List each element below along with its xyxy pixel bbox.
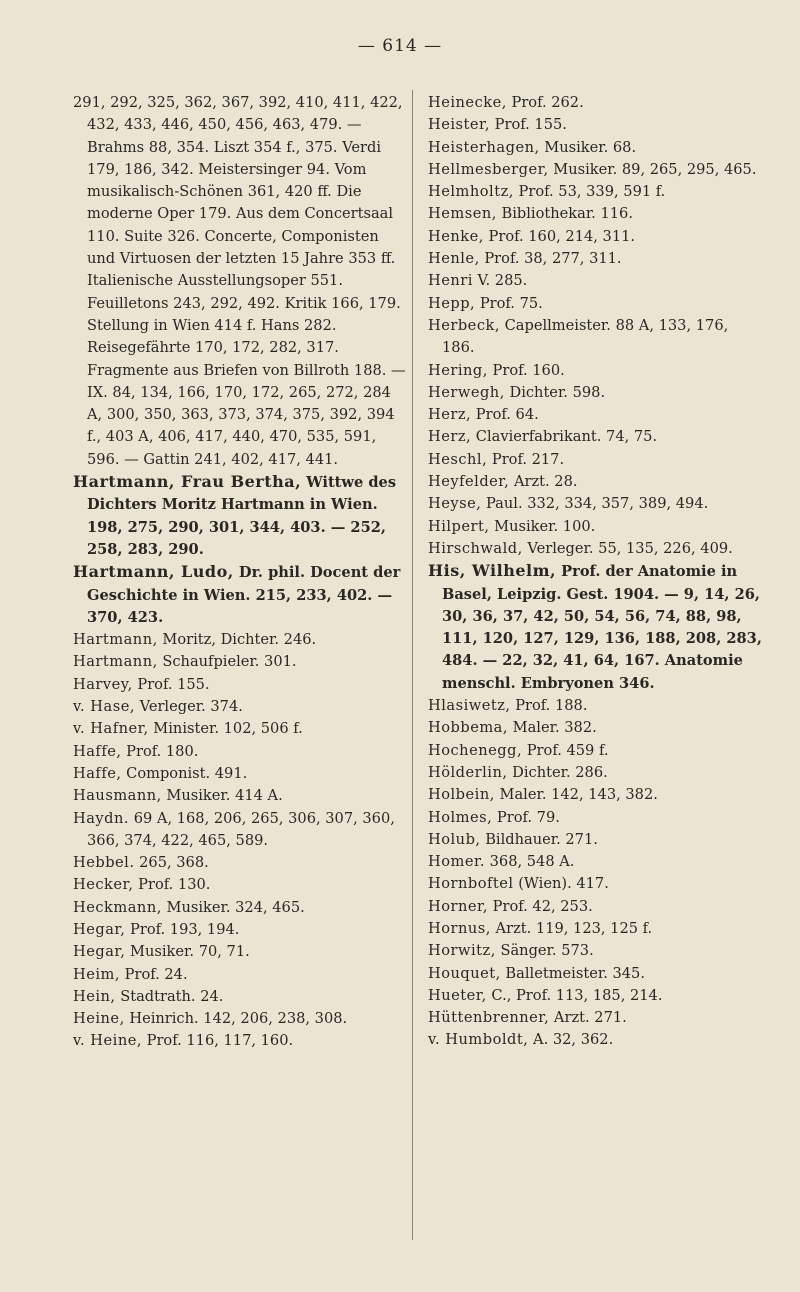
index-entry [73, 964, 408, 986]
index-entry [428, 560, 763, 695]
index-headword: v. Hase, [73, 698, 135, 716]
index-headword: Haffe, [73, 764, 122, 782]
index-headword: Heckmann, [73, 898, 162, 916]
index-entry [428, 293, 763, 315]
index-entry [428, 137, 763, 159]
index-entry [428, 159, 763, 181]
index-headword: Hartmann, Frau Bertha, [73, 472, 302, 492]
index-headword: Hebbel. [73, 854, 135, 872]
index-headword: Herbeck, [428, 316, 500, 334]
index-entry [73, 919, 408, 941]
index-references: (Wien). 417. [513, 875, 609, 893]
column-divider [412, 90, 413, 1240]
index-headword: Heisterhagen, [428, 138, 540, 156]
index-entry [428, 1029, 763, 1051]
index-entry [428, 873, 763, 895]
index-entry [428, 426, 763, 448]
index-references: Prof. 217. [487, 450, 565, 468]
index-references: Dichter. 598. [504, 383, 606, 401]
index-headword: Hegar, [73, 920, 126, 938]
index-headword: Heschl, [428, 450, 488, 468]
index-references: Musiker. 70, 71. [125, 943, 250, 961]
index-headword: Hausmann, [73, 787, 162, 805]
index-references: Prof. 160. [487, 361, 565, 379]
index-references: Verleger. 374. [134, 698, 243, 716]
index-entry [428, 784, 763, 806]
index-headword: Hornboftel [428, 875, 514, 893]
index-entry [73, 785, 408, 807]
index-headword: Horner, [428, 897, 489, 915]
index-headword: Hering, [428, 361, 488, 379]
index-references: Bildhauer. 271. [480, 830, 598, 848]
index-entry [73, 986, 408, 1008]
index-headword: Hartmann, [73, 653, 158, 671]
index-headword: Henle, [428, 250, 480, 268]
index-references: 69 A, 168, 206, 265, 306, 307, 360, 366, 374, 422, 465, 589. [87, 809, 395, 849]
index-headword: Herz, [428, 406, 472, 424]
index-headword: Hueter, [428, 986, 487, 1004]
index-references: Musiker. 89, 265, 295, 465. [548, 160, 757, 178]
index-entry [428, 471, 763, 493]
index-entry [73, 651, 408, 673]
index-headword: Hepp, [428, 294, 476, 312]
index-headword: Hecker, [73, 876, 134, 894]
index-headword: Hellmesberger, [428, 160, 549, 178]
index-headword: Hirschwald, [428, 539, 523, 557]
index-references: Paul. 332, 334, 357, 389, 494. [481, 495, 709, 513]
index-entry [428, 985, 763, 1007]
index-headword: His, Wilhelm, [428, 561, 557, 581]
index-entry [428, 92, 763, 114]
index-references: Prof. 24. [120, 965, 188, 983]
index-entry [428, 360, 763, 382]
index-references: Arzt. 28. [509, 473, 578, 491]
index-entry [73, 852, 408, 874]
index-entry [428, 918, 763, 940]
index-entry [428, 270, 763, 292]
index-references: C., Prof. 113, 185, 214. [486, 986, 663, 1004]
index-entry [428, 940, 763, 962]
page-number: — 614 — [357, 36, 443, 56]
index-entry [428, 114, 763, 136]
index-references: Heinrich. 142, 206, 238, 308. [124, 1010, 348, 1028]
index-references: Musiker. 68. [539, 138, 637, 156]
index-references: Prof. 38, 277, 311. [479, 250, 622, 268]
index-entry [428, 896, 763, 918]
index-references: Prof. 155. [490, 116, 567, 134]
index-references: Musiker. 414 A. [161, 787, 283, 805]
index-references: Prof. 262. [506, 94, 584, 111]
index-headword: Heine, [73, 1010, 125, 1028]
index-references: Prof. 64. [471, 406, 539, 424]
index-references: Prof. 459 f. [522, 741, 609, 759]
index-entry [73, 696, 408, 718]
index-headword: Heister, [428, 116, 491, 134]
index-entry [428, 963, 763, 985]
index-entry [428, 315, 763, 360]
index-references: Verleger. 55, 135, 226, 409. [522, 539, 733, 557]
index-entry [428, 1007, 763, 1029]
index-entry [428, 807, 763, 829]
index-entry [428, 740, 763, 762]
index-entry [73, 1008, 408, 1030]
index-references: Moritz, Dichter. 246. [157, 631, 317, 649]
index-references: 291, 292, 325, 362, 367, 392, 410, 411, 422, 432, 433, 446, 450, 456, 463, 479. — Brahms 88, 354. Liszt 354 f., 375. Verdi 179, 186, 342. Meistersinger 94. Vom musikalisch-Schönen 361, 420 ff. Die moderne Oper 179. Aus dem Concertsaal 110. Suite 326. Concerte, Componisten und Virtuosen der letzten 15 Jahre 353 ff. Italienische Ausstellungsoper 551. Feuilletons 243, 292, 492. Kritik 166, 179. Stellung in Wien 414 f. Hans 282. Reisegefährte 170, 172, 282, 317. Fragmente aus Briefen von Billroth 188. — IX. 84, 134, 166, 170, 172, 265, 272, 284 A, 300, 350, 363, 373, 374, 375, 392, 394 f., 403 A, 406, 417, 440, 470, 535, 591, 596. — Gattin 241, 402, 417, 441. [73, 94, 406, 468]
index-headword: Heyse, [428, 495, 482, 513]
index-references: Maler. 382. [508, 719, 597, 737]
index-entry [428, 717, 763, 739]
index-headword: v. Hafner, [73, 720, 149, 738]
index-entry [428, 181, 763, 203]
index-entry [428, 516, 763, 538]
index-entry [428, 203, 763, 225]
index-headword: Hlasiwetz, [428, 697, 511, 715]
index-column-right [428, 92, 763, 1052]
index-references: Prof. 180. [121, 742, 199, 760]
index-headword: Hölderlin, [428, 763, 508, 781]
index-entry [73, 718, 408, 740]
index-headword: Hartmann, Ludo, [73, 562, 234, 582]
index-headword: Hartmann, [73, 631, 158, 649]
index-entry [428, 762, 763, 784]
index-headword: Hemsen, [428, 205, 497, 223]
index-references: Prof. 160, 214, 311. [483, 227, 636, 245]
index-entry [73, 471, 408, 561]
index-entry [428, 404, 763, 426]
index-entry [73, 674, 408, 696]
index-entry [73, 1030, 408, 1052]
index-references: Prof. 155. [132, 675, 210, 693]
index-headword: Homer. [428, 853, 485, 871]
index-references: Prof. 188. [510, 697, 588, 715]
index-entry [73, 941, 408, 963]
index-references: Balletmeister. 345. [500, 964, 645, 982]
index-entry [428, 226, 763, 248]
index-headword: Heim, [73, 965, 121, 983]
index-headword: Harvey, [73, 675, 133, 693]
index-entry [428, 829, 763, 851]
index-headword: Heinecke, [428, 94, 507, 111]
index-entry [428, 382, 763, 404]
index-references: Schaufpieler. 301. [157, 653, 297, 671]
index-headword: Hein, [73, 987, 116, 1005]
index-references: V. 285. [472, 272, 528, 290]
index-references: 265, 368. [134, 854, 209, 872]
index-headword: Hilpert, [428, 517, 490, 535]
index-references: Prof. 193, 194. [125, 920, 240, 938]
index-headword: Hobbema, [428, 719, 509, 737]
index-entry [73, 874, 408, 896]
index-headword: Herz, [428, 428, 472, 446]
index-headword: Henke, [428, 227, 484, 245]
index-references: Dr. phil. Docent der Geschichte in Wien. 215, 233, 402. — 370, 423. [87, 564, 401, 626]
index-references: Prof. 53, 339, 591 f. [513, 183, 666, 201]
index-headword: Hochenegg, [428, 741, 523, 759]
index-references: Sänger. 573. [495, 942, 594, 960]
index-entry [73, 741, 408, 763]
index-references: Musiker. 100. [489, 517, 596, 535]
index-headword: Houquet, [428, 964, 501, 982]
index-entry [428, 538, 763, 560]
index-references: Prof. 75. [475, 294, 543, 312]
index-column-left [73, 92, 408, 1053]
index-entry [428, 851, 763, 873]
index-references: Arzt. 271. [549, 1009, 627, 1027]
index-entry [73, 897, 408, 919]
index-headword: Herwegh, [428, 383, 505, 401]
index-headword: Henri [428, 272, 473, 290]
index-headword: Holbein, [428, 786, 495, 804]
index-entry [428, 493, 763, 515]
index-references: Maler. 142, 143, 382. [494, 786, 658, 804]
index-headword: v. Humboldt, [428, 1031, 529, 1049]
index-entry [428, 449, 763, 471]
index-references: Bibliothekar. 116. [496, 205, 633, 223]
index-references: Capellmeister. 88 A, 133, 176, 186. [442, 316, 729, 357]
index-headword: Haydn. [73, 809, 130, 827]
index-entry [73, 92, 408, 471]
index-headword: Helmholtz, [428, 183, 514, 201]
index-entry [73, 763, 408, 785]
index-references: Musiker. 324, 465. [161, 898, 305, 916]
index-entry [428, 248, 763, 270]
index-references: Minister. 102, 506 f. [148, 720, 303, 738]
index-headword: Hegar, [73, 943, 126, 961]
index-headword: Heyfelder, [428, 473, 510, 491]
index-references: Wittwe des Dichters Moritz Hartmann in Wien. 198, 275, 290, 301, 344, 403. — 252, 258, 283, 290. [87, 474, 397, 558]
index-headword: Hüttenbrenner, [428, 1009, 550, 1027]
index-references: Prof. 116, 117, 160. [142, 1032, 294, 1050]
index-headword: Hornus, [428, 919, 491, 937]
index-references: Stadtrath. 24. [115, 987, 224, 1005]
index-entry [428, 695, 763, 717]
index-references: Prof. der Anatomie in Basel, Leipzig. Gest. 1904. — 9, 14, 26, 30, 36, 37, 42, 50, 54, 56, 74, 88, 98, 111, 120, 127, 129, 136, 188, 208, 283, 484. — 22, 32, 41, 64, 167. Anatomie menschl. Embryonen 346. [442, 563, 762, 692]
index-entry [73, 561, 408, 629]
index-references: Clavierfabrikant. 74, 75. [471, 428, 658, 446]
index-references: Componist. 491. [121, 764, 248, 782]
index-references: Arzt. 119, 123, 125 f. [490, 919, 653, 937]
index-headword: Haffe, [73, 742, 122, 760]
index-references: Dichter. 286. [507, 763, 608, 781]
index-headword: Holmes, [428, 808, 493, 826]
index-headword: Holub, [428, 830, 481, 848]
index-references: 368, 548 A. [485, 853, 575, 871]
index-references: Prof. 42, 253. [488, 897, 593, 915]
index-references: A. 32, 362. [528, 1031, 614, 1049]
index-headword: v. Heine, [73, 1032, 142, 1050]
index-entry [73, 629, 408, 651]
index-references: Prof. 79. [492, 808, 560, 826]
index-entry [73, 808, 408, 853]
index-references: Prof. 130. [133, 876, 211, 894]
index-headword: Horwitz, [428, 942, 496, 960]
